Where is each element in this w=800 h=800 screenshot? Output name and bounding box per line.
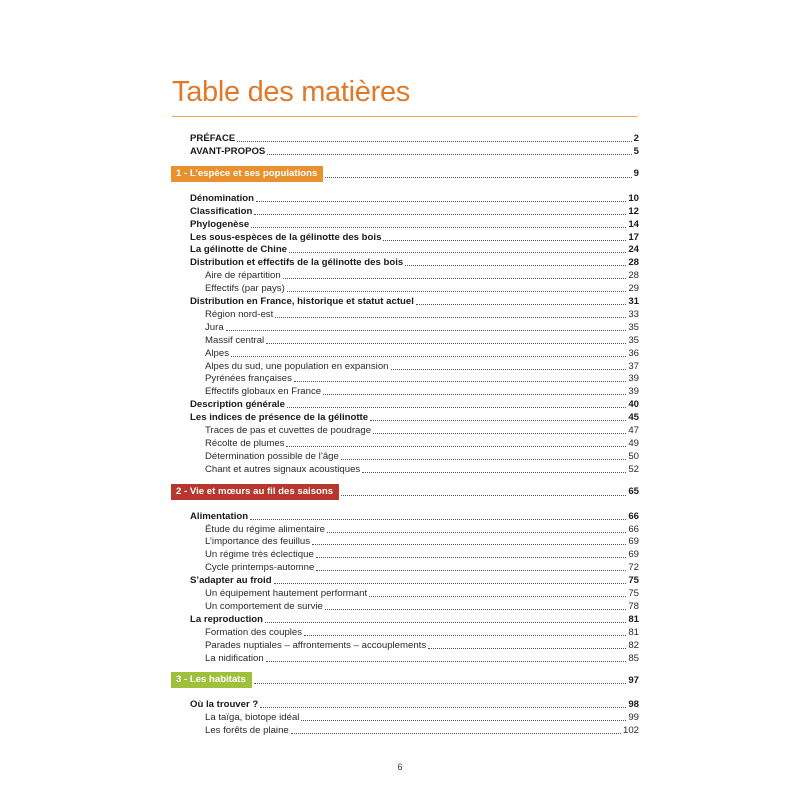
toc-page-number: 75 <box>628 588 639 599</box>
toc-label: S’adapter au froid <box>190 575 272 587</box>
dot-leader <box>275 316 626 318</box>
toc-page-number: 47 <box>628 425 639 436</box>
toc-label: Les indices de présence de la gélinotte <box>190 412 369 424</box>
dot-leader <box>267 153 631 155</box>
toc-label: Pyrénées françaises <box>205 373 292 385</box>
toc-label: Aire de répartition <box>205 270 281 282</box>
toc-page-number: 28 <box>628 257 639 269</box>
dot-leader <box>287 290 627 292</box>
toc-label: Un régime très éclectique <box>205 549 314 561</box>
toc-page-number: 2 <box>633 133 639 144</box>
dot-leader <box>416 303 626 305</box>
toc-label: Un comportement de survie <box>205 600 323 612</box>
toc-page-number: 12 <box>628 205 639 217</box>
toc-page-number: 39 <box>628 373 639 385</box>
toc-page-number: 49 <box>628 437 639 449</box>
dot-leader <box>237 140 631 142</box>
dot-leader <box>254 682 626 684</box>
toc-subentry[interactable] <box>205 587 639 599</box>
dot-leader <box>250 518 626 520</box>
toc-label: Cycle printemps-automne <box>205 562 315 574</box>
dot-leader <box>323 393 626 395</box>
toc-page-number: 29 <box>628 283 639 295</box>
toc-label: Distribution en France, historique et statut actuel <box>190 296 414 307</box>
toc-label: Où la trouver ? <box>190 699 259 711</box>
toc-chapter[interactable] <box>171 166 639 182</box>
toc-label: Étude du régime alimentaire <box>205 523 325 535</box>
toc-label: AVANT-PROPOS <box>190 145 266 157</box>
toc-entry[interactable] <box>190 510 639 522</box>
toc-label: Détermination possible de l’âge <box>205 450 339 462</box>
toc-label: PRÉFACE <box>190 133 236 144</box>
toc-subentry[interactable] <box>205 652 639 664</box>
toc-label: Description générale <box>190 399 285 411</box>
toc-entry[interactable] <box>190 132 639 144</box>
toc-entry[interactable] <box>190 295 639 307</box>
page-title: Table des matières <box>172 76 410 108</box>
dot-leader <box>391 368 627 370</box>
dot-leader <box>254 213 626 215</box>
toc-page-number: 98 <box>628 699 639 711</box>
toc-page-number: 17 <box>628 231 639 243</box>
dot-leader <box>327 531 626 533</box>
toc-subentry[interactable] <box>205 463 639 475</box>
toc-page-number: 66 <box>628 523 639 535</box>
toc-page-number: 75 <box>628 575 639 587</box>
dot-leader <box>251 226 626 228</box>
toc-entry[interactable] <box>190 145 639 157</box>
toc-page-number: 45 <box>628 412 639 424</box>
dot-leader <box>283 277 627 279</box>
toc-label: Les forêts de plaine <box>205 725 289 737</box>
toc-label: La taïga, biotope idéal <box>205 712 300 724</box>
toc-subentry[interactable] <box>205 282 639 294</box>
dot-leader <box>260 706 626 708</box>
toc-subentry[interactable] <box>205 724 639 736</box>
toc-page-number: 10 <box>628 192 639 204</box>
toc-subentry[interactable] <box>205 437 639 449</box>
toc-page-number: 78 <box>628 600 639 612</box>
dot-leader <box>265 621 626 623</box>
dot-leader <box>231 355 626 357</box>
toc-label: Distribution et effectifs de la gélinotte des bois <box>190 257 404 269</box>
dot-leader <box>287 406 626 408</box>
toc-subentry[interactable] <box>205 269 639 281</box>
toc-page-number: 31 <box>628 296 639 307</box>
dot-leader <box>294 380 626 382</box>
dot-leader <box>312 543 626 545</box>
dot-leader <box>304 634 626 636</box>
toc-chapter[interactable] <box>171 484 639 500</box>
toc-page-number: 72 <box>628 562 639 574</box>
toc-subentry[interactable] <box>205 711 639 723</box>
dot-leader <box>383 239 626 241</box>
toc-page-number: 50 <box>628 450 639 462</box>
toc-label: Récolte de plumes <box>205 437 285 449</box>
dot-leader <box>369 595 626 597</box>
dot-leader <box>286 445 626 447</box>
toc-entry[interactable] <box>190 218 639 230</box>
toc-label: Région nord-est <box>205 308 274 320</box>
toc-subentry[interactable] <box>205 548 639 560</box>
dot-leader <box>266 342 626 344</box>
toc-label: L’importance des feuillus <box>205 536 311 548</box>
toc-entry[interactable] <box>190 574 639 586</box>
dot-leader <box>373 432 626 434</box>
toc-entry[interactable] <box>190 411 639 423</box>
toc-subentry[interactable] <box>205 385 639 397</box>
dot-leader <box>256 200 626 202</box>
toc-label: Alpes du sud, une population en expansion <box>205 360 389 372</box>
toc-page-number: 24 <box>628 244 639 256</box>
toc-entry[interactable] <box>190 192 639 204</box>
dot-leader <box>316 556 627 558</box>
dot-leader <box>405 264 626 266</box>
dot-leader <box>274 582 627 584</box>
toc-subentry[interactable] <box>205 535 639 547</box>
toc-label: Les sous-espèces de la gélinotte des bois <box>190 231 382 243</box>
toc-page-number: 82 <box>628 639 639 651</box>
dot-leader <box>428 647 626 649</box>
toc-page-number: 36 <box>628 347 639 359</box>
toc-label: 2 - Vie et mœurs au fil des saisons <box>171 484 339 500</box>
toc-label: Classification <box>190 205 253 217</box>
toc-entry[interactable] <box>190 698 639 710</box>
toc-page-number: 97 <box>628 674 639 686</box>
toc-subentry[interactable] <box>205 639 639 651</box>
toc-page-number: 33 <box>628 308 639 320</box>
dot-leader <box>341 494 626 496</box>
toc-entry[interactable] <box>190 256 639 268</box>
toc-label: Jura <box>205 321 224 333</box>
toc-label: Phylogenèse <box>190 218 250 230</box>
toc-page-number: 5 <box>633 145 639 157</box>
toc-label: La gélinotte de Chine <box>190 244 288 256</box>
toc-page-number: 81 <box>628 613 639 625</box>
toc-subentry[interactable] <box>205 347 639 359</box>
toc-label: 1 - L’espèce et ses populations <box>171 166 323 182</box>
toc-label: Chant et autres signaux acoustiques <box>205 463 361 475</box>
dot-leader <box>301 719 626 721</box>
toc-subentry[interactable] <box>205 424 639 436</box>
toc-subentry[interactable] <box>205 321 639 333</box>
toc-subentry[interactable] <box>205 334 639 346</box>
toc-page-number: 52 <box>628 463 639 475</box>
dot-leader <box>316 569 626 571</box>
toc-page-number: 69 <box>628 549 639 561</box>
toc-label: Alimentation <box>190 510 249 522</box>
toc-subentry[interactable] <box>205 308 639 320</box>
toc-label: La nidification <box>205 652 264 664</box>
toc-page-number: 66 <box>628 510 639 522</box>
toc-page-number: 40 <box>628 399 639 411</box>
toc-label: Dénomination <box>190 192 254 204</box>
toc-chapter[interactable] <box>171 672 639 688</box>
toc-entry[interactable] <box>190 205 639 217</box>
toc-page-number: 102 <box>622 725 639 737</box>
toc-entry[interactable] <box>190 398 639 410</box>
dot-leader <box>362 471 626 473</box>
toc-page-number: 9 <box>633 168 639 180</box>
toc-subentry[interactable] <box>205 360 639 372</box>
page-number: 6 <box>397 762 403 772</box>
dot-leader <box>266 660 627 662</box>
toc-page-number: 28 <box>628 270 639 282</box>
toc-entry[interactable] <box>190 243 639 255</box>
toc-subentry[interactable] <box>205 450 639 462</box>
toc-subentry[interactable] <box>205 626 639 638</box>
toc-page-number: 85 <box>628 652 639 664</box>
toc-subentry[interactable] <box>205 600 639 612</box>
toc-subentry[interactable] <box>205 372 639 384</box>
toc-label: La reproduction <box>190 613 264 625</box>
toc-label: Parades nuptiales – affrontements – accouplements <box>205 639 427 651</box>
toc-label: Alpes <box>205 347 229 359</box>
toc-label: Un équipement hautement performant <box>205 588 368 599</box>
toc-label: Traces de pas et cuvettes de poudrage <box>205 425 372 436</box>
toc-page-number: 65 <box>628 486 639 498</box>
dot-leader <box>291 732 621 734</box>
toc-subentry[interactable] <box>205 523 639 535</box>
toc-entry[interactable] <box>190 613 639 625</box>
toc-page-number: 39 <box>628 386 639 398</box>
toc-label: Formation des couples <box>205 626 303 638</box>
dot-leader <box>226 329 627 331</box>
toc-label: Effectifs globaux en France <box>205 386 322 398</box>
toc-label: Massif central <box>205 334 265 346</box>
dot-leader <box>325 608 626 610</box>
toc-page-number: 14 <box>628 218 639 230</box>
toc-label: Effectifs (par pays) <box>205 283 285 295</box>
toc-page-number: 99 <box>628 712 639 724</box>
dot-leader <box>289 251 626 253</box>
dot-leader <box>370 419 626 421</box>
toc-entry[interactable] <box>190 231 639 243</box>
dot-leader <box>341 458 626 460</box>
toc-page-number: 35 <box>628 334 639 346</box>
toc-page-number: 81 <box>628 626 639 638</box>
toc-page-number: 37 <box>628 360 639 372</box>
toc-page-number: 35 <box>628 321 639 333</box>
toc-subentry[interactable] <box>205 561 639 573</box>
dot-leader <box>325 176 631 178</box>
toc-label: 3 - Les habitats <box>171 672 252 688</box>
toc-page-number: 69 <box>628 536 639 548</box>
